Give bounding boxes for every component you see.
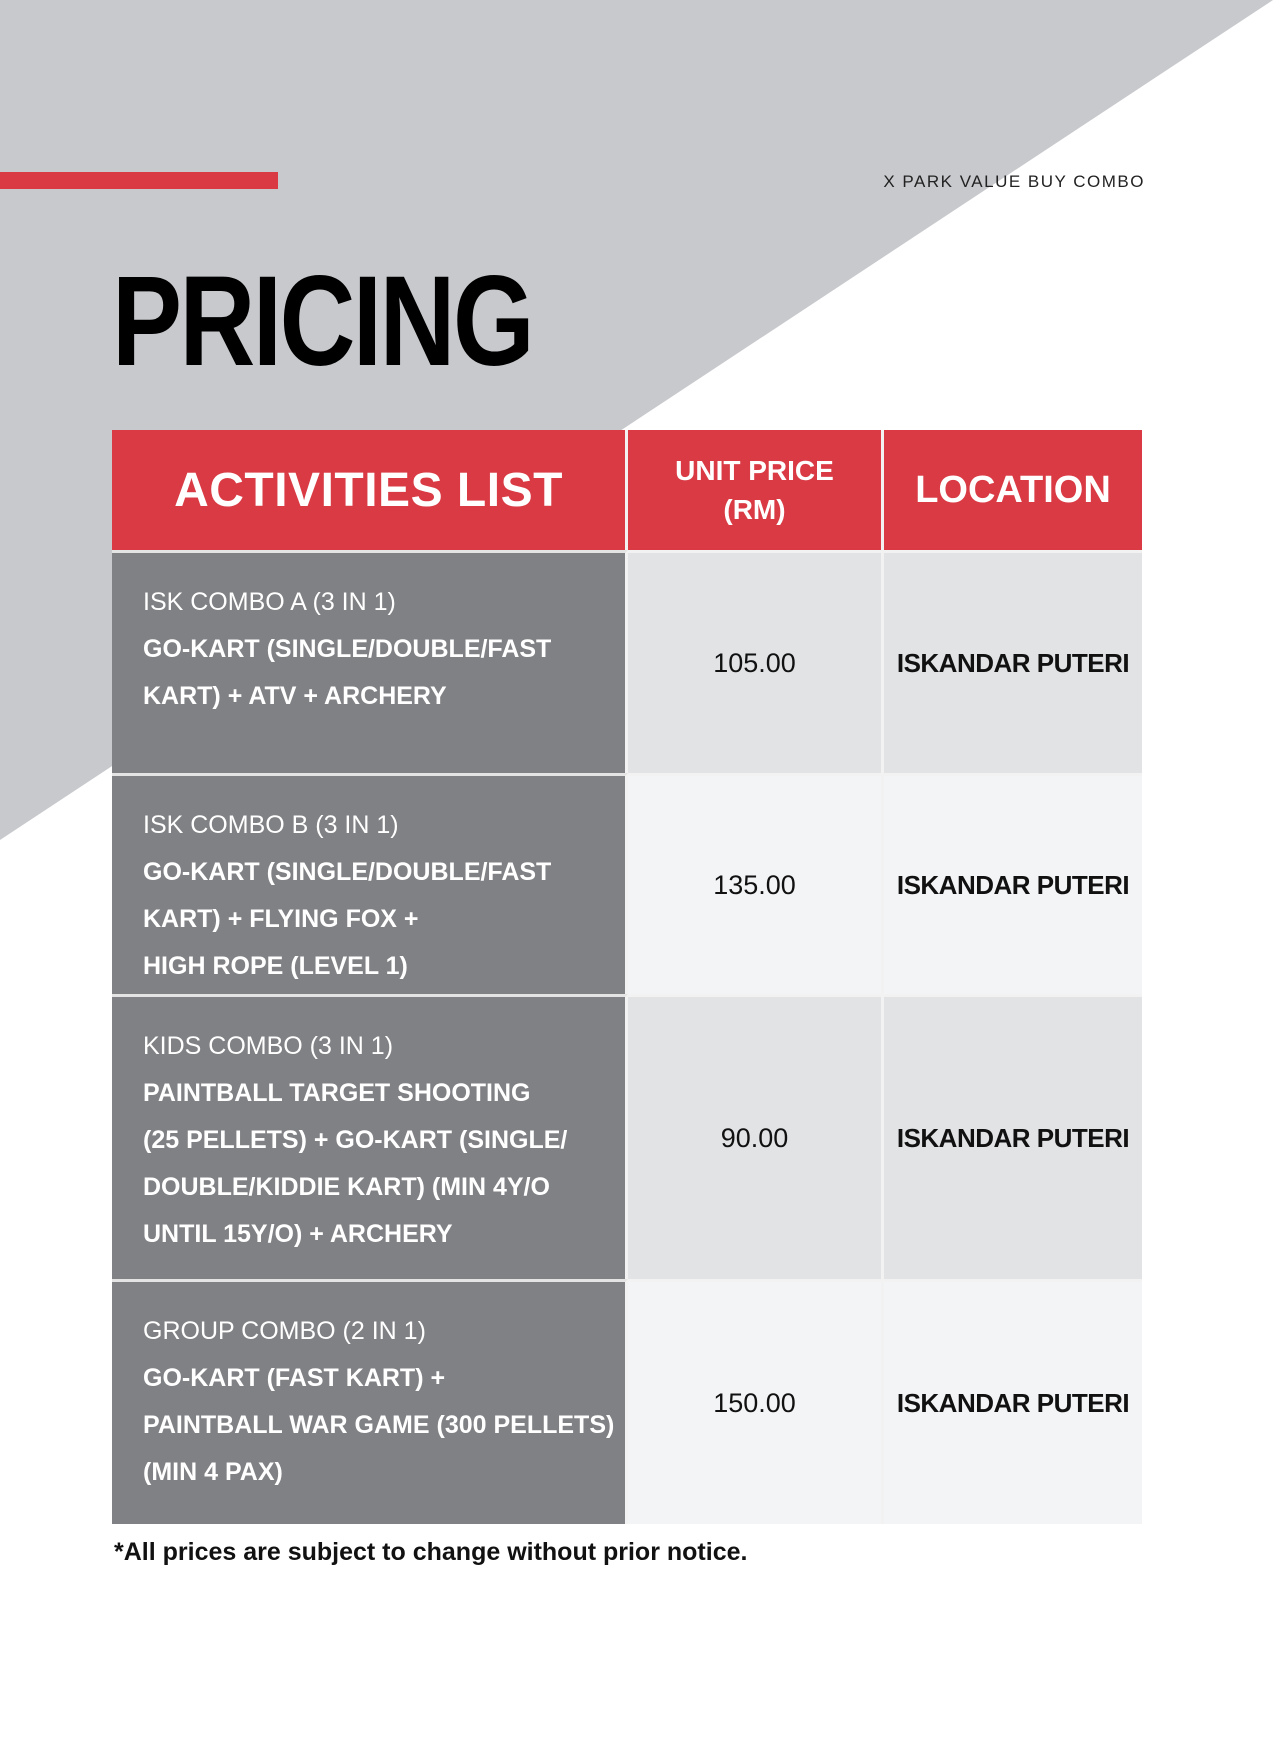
combo-name: ISK COMBO A (3 IN 1): [143, 588, 396, 616]
page-subtitle: X PARK VALUE BUY COMBO: [883, 172, 1145, 191]
accent-bar: [0, 172, 278, 189]
page-title: PRICING: [112, 250, 533, 393]
table-row: [112, 550, 1142, 773]
unit-price-cell: 105.00: [628, 550, 884, 773]
column-header-activities: ACTIVITIES LIST: [112, 430, 628, 550]
activity-cell: [112, 773, 628, 994]
combo-description: PAINTBALL TARGET SHOOTING (25 PELLETS) + GO-KART (SINGLE/ DOUBLE/KIDDIE KART) (MIN 4Y/O UNTIL 15Y/O) + ARCHERY: [143, 1079, 568, 1248]
combo-description: GO-KART (FAST KART) + PAINTBALL WAR GAME (300 PELLETS) (MIN 4 PAX): [143, 1364, 615, 1486]
activity-cell: [112, 994, 628, 1279]
unit-price-cell: 135.00: [628, 773, 884, 994]
combo-description: GO-KART (SINGLE/DOUBLE/FAST KART) + ATV + ARCHERY: [143, 635, 552, 710]
combo-name: KIDS COMBO (3 IN 1): [143, 1032, 394, 1060]
table-row: [112, 773, 1142, 994]
location-cell: ISKANDAR PUTERI: [884, 1279, 1142, 1524]
combo-name: ISK COMBO B (3 IN 1): [143, 811, 399, 839]
location-cell: ISKANDAR PUTERI: [884, 550, 1142, 773]
column-header-location: LOCATION: [884, 430, 1142, 550]
unit-price-cell: 90.00: [628, 994, 884, 1279]
column-header-unit-price: [628, 430, 884, 550]
combo-description: GO-KART (SINGLE/DOUBLE/FAST KART) + FLYING FOX + HIGH ROPE (LEVEL 1): [143, 858, 552, 980]
combo-name: GROUP COMBO (2 IN 1): [143, 1317, 426, 1345]
table-row: [112, 994, 1142, 1279]
column-header-unit-price-label: UNIT PRICE (RM): [675, 454, 834, 525]
activity-cell: [112, 1279, 628, 1524]
table-row: [112, 1279, 1142, 1524]
location-cell: ISKANDAR PUTERI: [884, 994, 1142, 1279]
pricing-table: [112, 430, 1142, 1524]
activity-cell: [112, 550, 628, 773]
unit-price-cell: 150.00: [628, 1279, 884, 1524]
price-disclaimer: *All prices are subject to change without prior notice.: [114, 1538, 748, 1566]
location-cell: ISKANDAR PUTERI: [884, 773, 1142, 994]
table-header-row: [112, 430, 1142, 550]
